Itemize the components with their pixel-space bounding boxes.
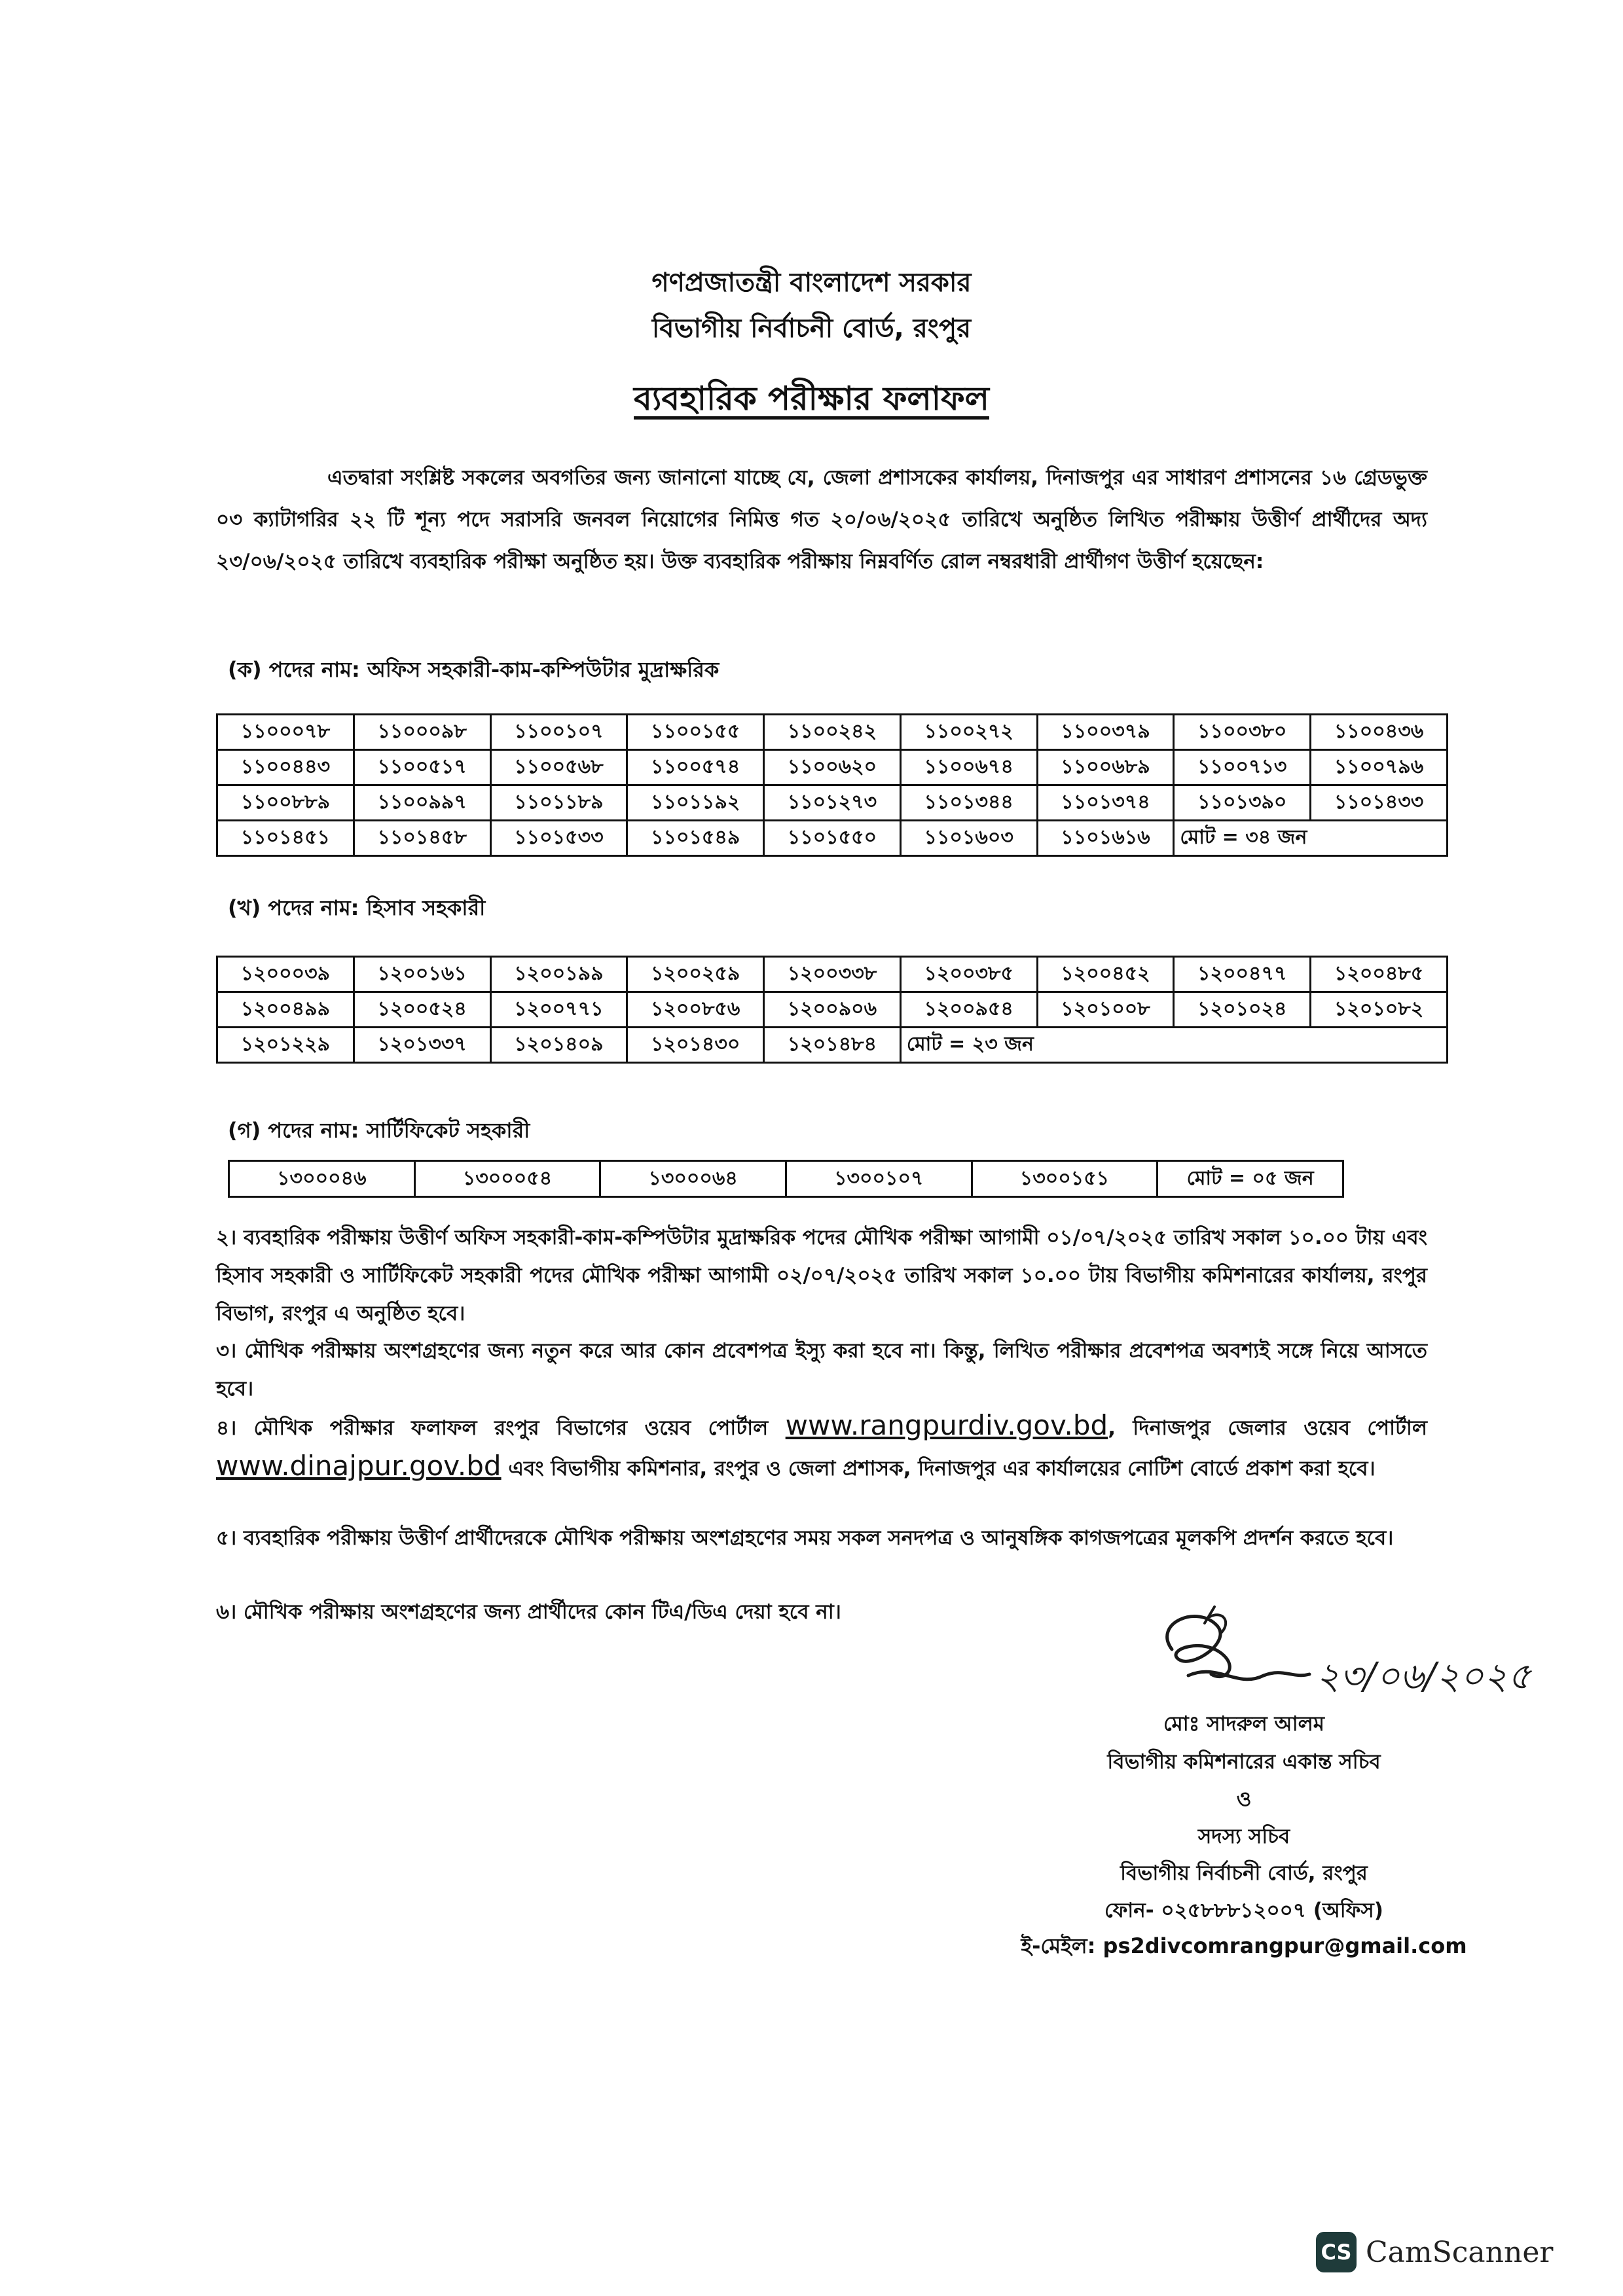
note-4-text-b: , দিনাজপুর জেলার ওয়েব পোর্টাল	[1108, 1416, 1427, 1440]
roll-number-cell: ১২০০৩৮৫	[900, 957, 1037, 992]
table-row	[217, 992, 1448, 1028]
roll-number-cell: ১১০০২৪২	[764, 715, 901, 750]
roll-number-cell: ১২০১০২৪	[1174, 992, 1311, 1028]
section-c-roll-table	[228, 1160, 1344, 1198]
roll-number-cell: ১১০০৩৭৯	[1037, 715, 1174, 750]
total-count-cell: মোট = ০৫ জন	[1158, 1161, 1343, 1197]
roll-number-cell: ১২০০৫২৪	[354, 992, 490, 1028]
signatory-role-1: বিভাগীয় কমিশনারের একান্ত সচিব	[1107, 1750, 1381, 1774]
roll-number-cell: ১২০০৯০৬	[764, 992, 901, 1028]
section-a-roll-table	[216, 713, 1448, 857]
roll-number-cell: ১১০০৫৭৪	[627, 750, 764, 785]
roll-number-cell: ১১০০০৯৮	[354, 715, 490, 750]
roll-number-cell: ১১০০৮৮৯	[217, 785, 354, 821]
roll-number-cell: ১১০১৩৯০	[1174, 785, 1311, 821]
roll-number-cell: ১১০১৪৩৩	[1311, 785, 1448, 821]
roll-number-cell: ১২০০৪৭৭	[1174, 957, 1311, 992]
roll-number-cell: ১২০১০০৮	[1037, 992, 1174, 1028]
roll-number-cell: ১৩০০১০৭	[786, 1161, 972, 1197]
roll-number-cell: ১১০০৭৯৬	[1311, 750, 1448, 785]
roll-number-cell: ১২০১২২৯	[217, 1028, 354, 1063]
note-4	[216, 1407, 1427, 1488]
roll-number-cell: ১২০০১৯৯	[490, 957, 627, 992]
total-count-cell: মোট = ২৩ জন	[900, 1028, 1447, 1063]
dinajpur-link[interactable]: www.dinajpur.gov.bd	[216, 1450, 501, 1482]
roll-number-cell: ১১০১৩৭৪	[1037, 785, 1174, 821]
roll-number-cell: ১২০১০৮২	[1311, 992, 1448, 1028]
roll-number-cell: ১২০১৪৩০	[627, 1028, 764, 1063]
note-5: ৫। ব্যবহারিক পরীক্ষায় উত্তীর্ণ প্রার্থীদেরকে মৌখিক পরীক্ষায় অংশগ্রহণের সময় সকল সনদপত্র ও আনুষঙ্গিক কাগজপত্রের মূলকপি প্রদর্শন করতে হবে।	[216, 1526, 1394, 1550]
section-c-heading: (গ) পদের নাম: সার্টিফিকেট সহকারী	[228, 1118, 530, 1143]
roll-number-cell: ১২০১৪৮৪	[764, 1028, 901, 1063]
roll-number-cell: ১১০০৪৪৩	[217, 750, 354, 785]
signatory-phone: ফোন- ০২৫৮৮৮১২০০৭ (অফিস)	[1104, 1899, 1383, 1922]
signatory-organization: বিভাগীয় নির্বাচনী বোর্ড, রংপুর	[1120, 1861, 1368, 1885]
table-row	[217, 957, 1448, 992]
roll-number-cell: ১১০০৫৬৮	[490, 750, 627, 785]
roll-number-cell: ১১০১৫৩৩	[490, 821, 627, 856]
roll-number-cell: ১২০০৩৩৮	[764, 957, 901, 992]
roll-number-cell: ১১০১২৭৩	[764, 785, 901, 821]
roll-number-cell: ১২০০৭৭১	[490, 992, 627, 1028]
signatory-name: মোঃ সাদরুল আলম	[1163, 1712, 1324, 1736]
signatory-role-2: সদস্য সচিব	[1197, 1825, 1290, 1848]
government-heading: গণপ্রজাতন্ত্রী বাংলাদেশ সরকার	[651, 268, 972, 298]
roll-number-cell: ১২০০৪৫২	[1037, 957, 1174, 992]
roll-number-cell: ১১০০৭১৩	[1174, 750, 1311, 785]
roll-number-cell: ১১০১৫৫০	[764, 821, 901, 856]
roll-number-cell: ১১০০৬২০	[764, 750, 901, 785]
roll-number-cell: ১১০০২৭২	[900, 715, 1037, 750]
signatory-conjunction: ও	[1236, 1787, 1252, 1811]
handwritten-signature	[1126, 1597, 1531, 1721]
roll-number-cell: ১১০০৯৯৭	[354, 785, 490, 821]
camscanner-watermark	[1316, 2232, 1553, 2272]
roll-number-cell: ১১০১১৮৯	[490, 785, 627, 821]
roll-number-cell: ১১০১১৯২	[627, 785, 764, 821]
table-row	[217, 821, 1448, 856]
note-4-text-a: ৪। মৌখিক পরীক্ষার ফলাফল রংপুর বিভাগের ওয়েব পোর্টাল	[216, 1416, 786, 1440]
table-row	[217, 715, 1448, 750]
roll-number-cell: ১৩০০০৬৪	[600, 1161, 786, 1197]
table-row	[229, 1161, 1343, 1197]
table-row	[217, 750, 1448, 785]
roll-number-cell: ১৩০০১৫১	[972, 1161, 1158, 1197]
roll-number-cell: ১১০০১৫৫	[627, 715, 764, 750]
roll-number-cell: ১১০০৪৩৬	[1311, 715, 1448, 750]
roll-number-cell: ১২০১৪০৯	[490, 1028, 627, 1063]
roll-number-cell: ১১০১৬০৩	[900, 821, 1037, 856]
roll-number-cell: ১১০১৩৪৪	[900, 785, 1037, 821]
roll-number-cell: ১২০০১৬১	[354, 957, 490, 992]
roll-number-cell: ১২০১৩৩৭	[354, 1028, 490, 1063]
roll-number-cell: ১২০০৮৫৬	[627, 992, 764, 1028]
table-row	[217, 785, 1448, 821]
roll-number-cell: ১১০০১০৭	[490, 715, 627, 750]
roll-number-cell: ১১০০০৭৮	[217, 715, 354, 750]
board-heading: বিভাগীয় নির্বাচনী বোর্ড, রংপুর	[651, 314, 972, 344]
roll-number-cell: ১১০০৬৮৯	[1037, 750, 1174, 785]
section-b-roll-table	[216, 956, 1448, 1064]
notice-title: ব্যবহারিক পরীক্ষার ফলাফল	[634, 380, 989, 418]
signatory-email: ই-মেইল: ps2divcomrangpur@gmail.com	[1021, 1933, 1467, 1958]
roll-number-cell: ১৩০০০৪৬	[229, 1161, 415, 1197]
roll-number-cell: ১১০০৬৭৪	[900, 750, 1037, 785]
roll-number-cell: ১১০০৩৮০	[1174, 715, 1311, 750]
rangpurdiv-link[interactable]: www.rangpurdiv.gov.bd	[785, 1409, 1108, 1441]
table-row	[217, 1028, 1448, 1063]
roll-number-cell: ১৩০০০৫৪	[414, 1161, 600, 1197]
roll-number-cell: ১২০০২৫৯	[627, 957, 764, 992]
section-a-heading: (ক) পদের নাম: অফিস সহকারী-কাম-কম্পিউটার মুদ্রাক্ষরিক	[228, 657, 720, 682]
roll-number-cell: ১২০০৪৮৫	[1311, 957, 1448, 992]
handwritten-date: ২৩/০৬/২০২৫	[1316, 1655, 1531, 1698]
note-2: ২। ব্যবহারিক পরীক্ষায় উত্তীর্ণ অফিস সহকারী-কাম-কম্পিউটার মুদ্রাক্ষরিক পদের মৌখিক পরীক্ষা আগামী ০১/০৭/২০২৫ তারিখ সকাল ১০.০০ টায় এবং হিসাব সহকারী ও সার্টিফিকেট সহকারী পদের মৌখিক পরীক্ষা আগামী ০২/০৭/২০২৫ তারিখ সকাল ১০.০০ টায় বিভাগীয় কমিশনারের কার্যালয়, রংপুর বিভাগ, রংপুর এ অনুষ্ঠিত হবে।	[216, 1226, 1427, 1325]
roll-number-cell: ১১০১৬১৬	[1037, 821, 1174, 856]
intro-paragraph: এতদ্বারা সংশ্লিষ্ট সকলের অবগতির জন্য জানানো যাচ্ছে যে, জেলা প্রশাসকের কার্যালয়, দিনাজপুর এর সাধারণ প্রশাসনের ১৬ গ্রেডভুক্ত ০৩ ক্যাটাগরির ২২ টি শূন্য পদে সরাসরি জনবল নিয়োগের নিমিত্ত গত ২০/০৬/২০২৫ তারিখে অনুষ্ঠিত লিখিত পরীক্ষায় উত্তীর্ণ প্রার্থীদের অদ্য ২৩/০৬/২০২৫ তারিখে ব্যবহারিক পরীক্ষা অনুষ্ঠিত হয়। উক্ত ব্যবহারিক পরীক্ষায় নিম্নবর্ণিত রোল নম্বরধারী প্রার্থীগণ উত্তীর্ণ হয়েছেন:	[216, 466, 1427, 573]
camscanner-label: CamScanner	[1366, 2235, 1554, 2269]
total-count-cell: মোট = ৩৪ জন	[1174, 821, 1448, 856]
note-3: ৩। মৌখিক পরীক্ষায় অংশগ্রহণের জন্য নতুন করে আর কোন প্রবেশপত্র ইস্যু করা হবে না। কিন্তু, লিখিত পরীক্ষার প্রবেশপত্র অবশ্যই সঙ্গে নিয়ে আসতে হবে।	[216, 1339, 1427, 1401]
roll-number-cell: ১১০১৪৫১	[217, 821, 354, 856]
note-6: ৬। মৌখিক পরীক্ষায় অংশগ্রহণের জন্য প্রার্থীদের কোন টিএ/ডিএ দেয়া হবে না।	[216, 1600, 841, 1624]
section-b-heading: (খ) পদের নাম: হিসাব সহকারী	[228, 895, 486, 920]
roll-number-cell: ১১০১৫৪৯	[627, 821, 764, 856]
roll-number-cell: ১২০০৯৫৪	[900, 992, 1037, 1028]
roll-number-cell: ১২০০৪৯৯	[217, 992, 354, 1028]
roll-number-cell: ১১০১৪৫৮	[354, 821, 490, 856]
roll-number-cell: ১১০০৫১৭	[354, 750, 490, 785]
roll-number-cell: ১২০০০৩৯	[217, 957, 354, 992]
note-4-text-c: এবং বিভাগীয় কমিশনার, রংপুর ও জেলা প্রশাসক, দিনাজপুর এর কার্যালয়ের নোটিশ বোর্ডে প্রকাশ করা হবে।	[501, 1457, 1376, 1480]
camscanner-icon: CS	[1316, 2232, 1357, 2272]
